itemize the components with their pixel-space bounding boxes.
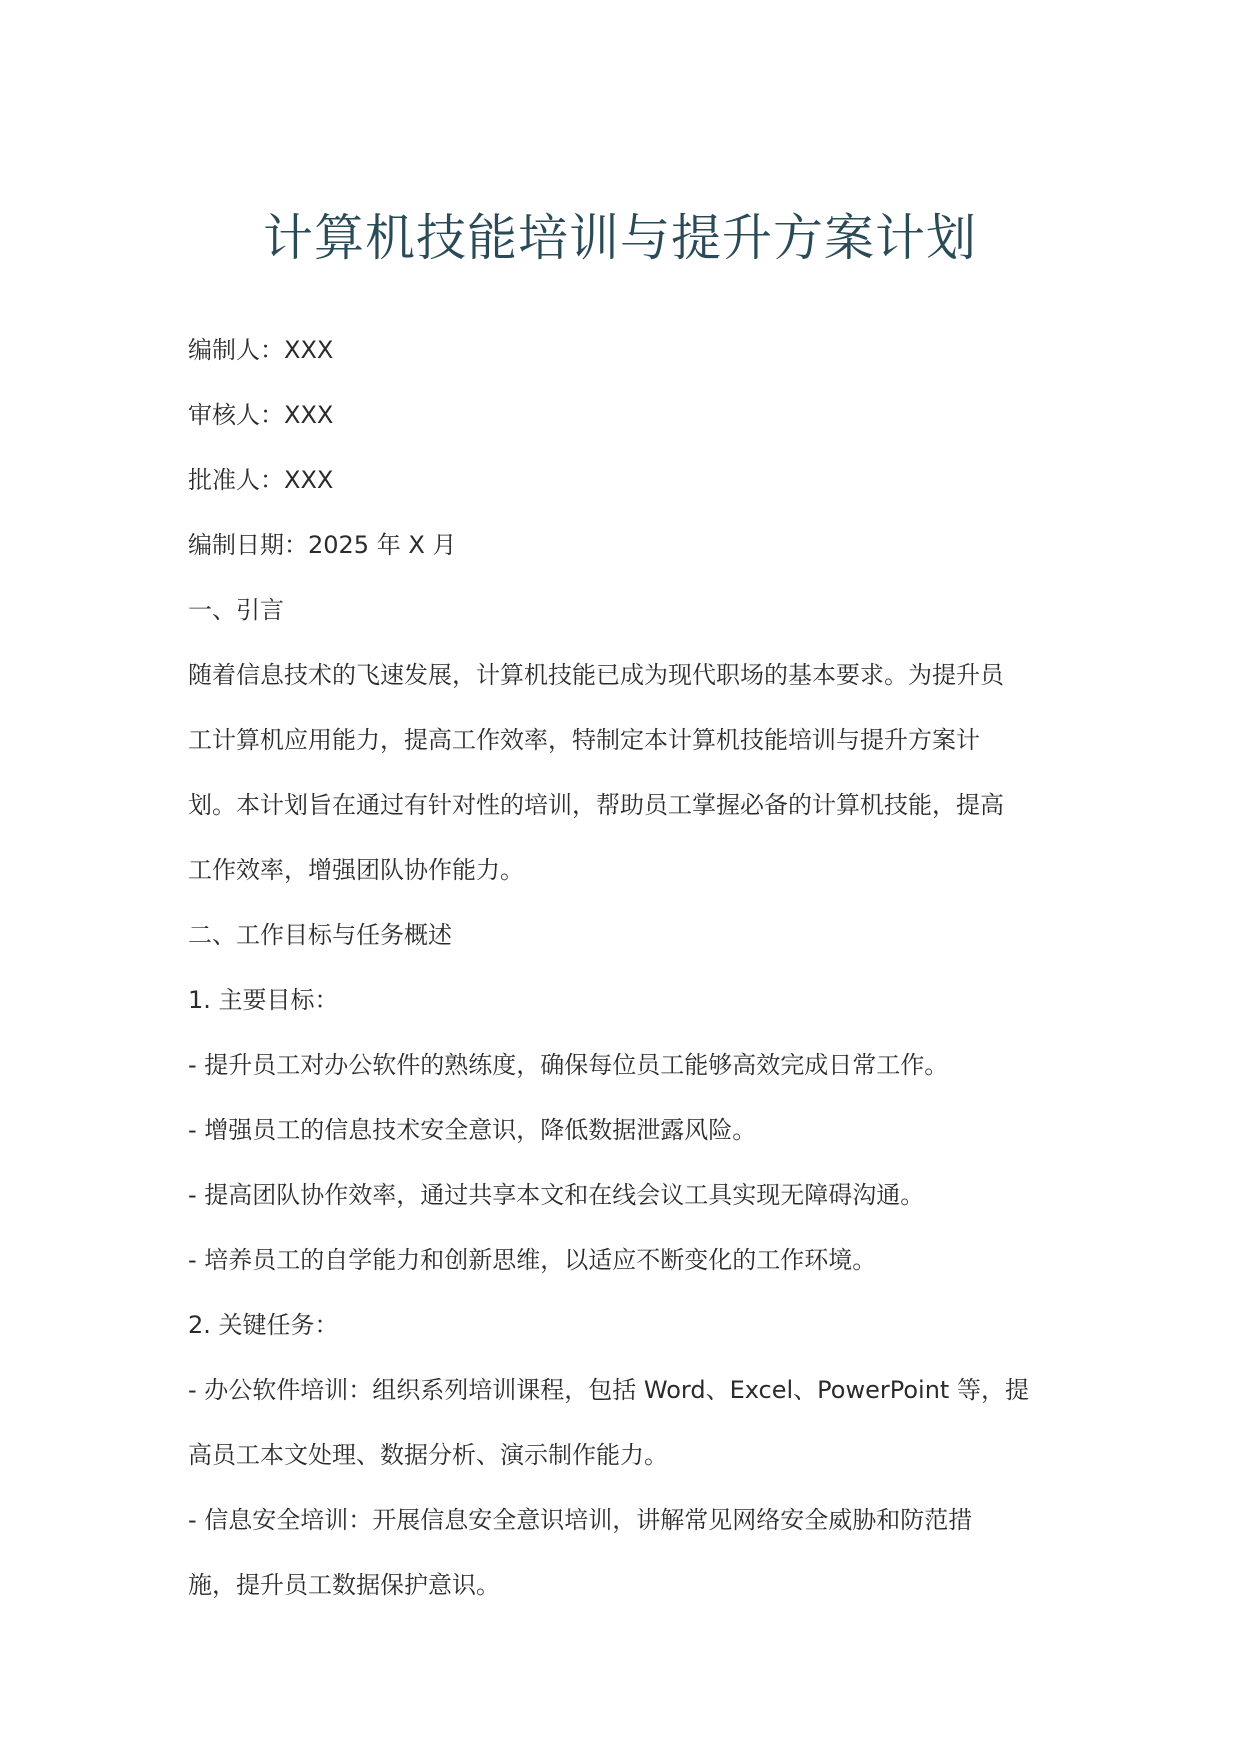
meta-line-date (188, 513, 1068, 578)
meta-label: 审核人： (188, 401, 284, 429)
list-item: - 信息安全培训：开展信息安全意识培训，讲解常见网络安全威胁和防范措 (188, 1506, 973, 1534)
meta-value: 2025 年 X 月 (308, 531, 457, 559)
paragraph-line: 随着信息技术的飞速发展，计算机技能已成为现代职场的基本要求。为提升员 (188, 661, 1004, 689)
meta-value: XXX (284, 336, 334, 364)
meta-value: XXX (284, 466, 334, 494)
paragraph-line: 划。本计划旨在通过有针对性的培训，帮助员工掌握必备的计算机技能，提高 (188, 791, 1004, 819)
meta-value: XXX (284, 401, 334, 429)
subsection-heading: 1. 主要目标： (188, 986, 339, 1014)
list-item: - 培养员工的自学能力和创新思维，以适应不断变化的工作环境。 (188, 1246, 877, 1274)
meta-line-author (188, 318, 1068, 383)
list-item: - 提升员工对办公软件的熟练度，确保每位员工能够高效完成日常工作。 (188, 1051, 949, 1079)
meta-line-approver (188, 448, 1068, 513)
meta-line-reviewer (188, 383, 1068, 448)
list-item: - 提高团队协作效率，通过共享本文和在线会议工具实现无障碍沟通。 (188, 1181, 925, 1209)
meta-label: 编制人： (188, 336, 284, 364)
list-item: - 增强员工的信息技术安全意识，降低数据泄露风险。 (188, 1116, 757, 1144)
document-title: 计算机技能培训与提升方案计划 (263, 209, 977, 267)
list-item-continuation: 施，提升员工数据保护意识。 (188, 1571, 500, 1599)
list-item-continuation: 高员工本文处理、数据分析、演示制作能力。 (188, 1441, 668, 1469)
paragraph-line: 工作效率，增强团队协作能力。 (188, 856, 524, 884)
paragraph-line: 工计算机应用能力，提高工作效率，特制定本计算机技能培训与提升方案计 (188, 726, 980, 754)
document-body (188, 318, 1068, 1618)
list-item: - 办公软件培训：组织系列培训课程，包括 Word、Excel、PowerPoint 等，提 (188, 1376, 1029, 1404)
meta-label: 编制日期： (188, 531, 308, 559)
subsection-heading: 2. 关键任务： (188, 1311, 339, 1339)
section-heading: 一、引言 (188, 596, 284, 624)
section-heading: 二、工作目标与任务概述 (188, 921, 452, 949)
meta-label: 批准人： (188, 466, 284, 494)
